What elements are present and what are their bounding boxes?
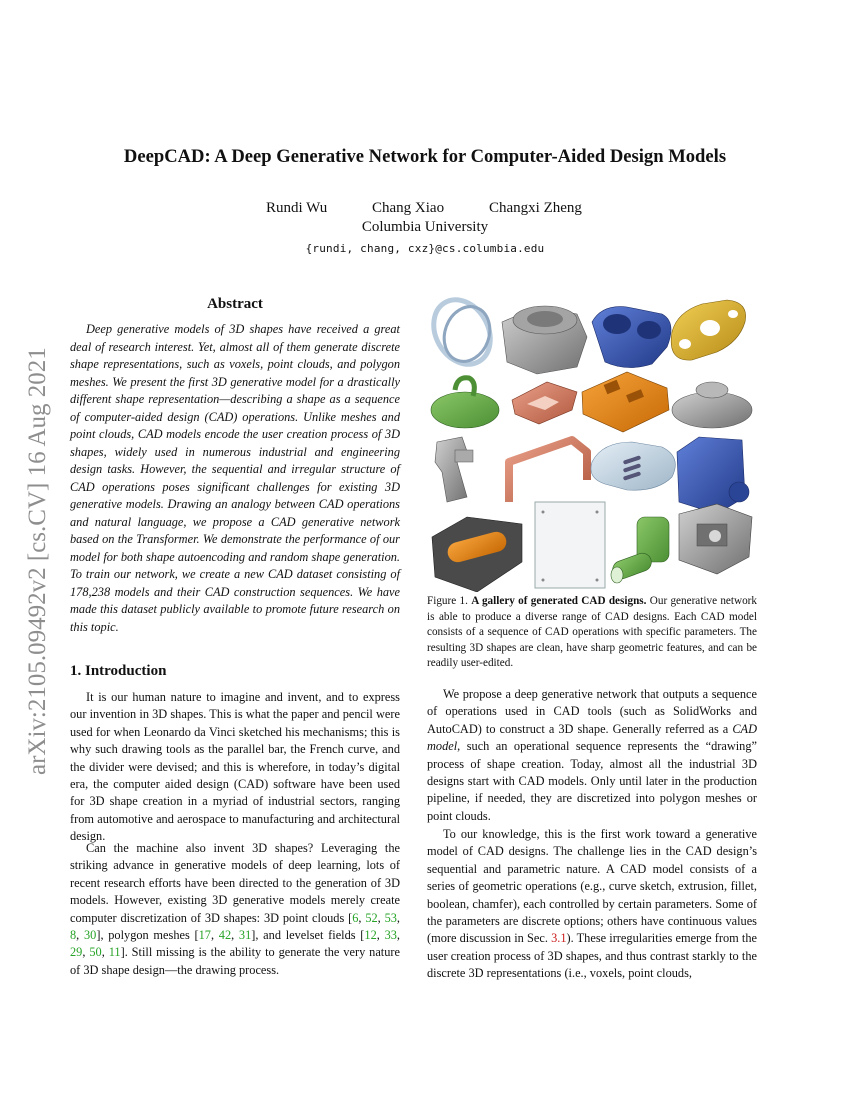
author-emails: {rundi, chang, cxz}@cs.columbia.edu bbox=[305, 242, 545, 255]
figure-caption: Figure 1. A gallery of generated CAD designs. Our generative network is able to produce a diverse range of CAD designs. Each CAD model consists of a sequence of CAD operations with specific parameters. The resulting 3D shapes are clean, have sharp geometric features, and can be readily user-edited. bbox=[427, 595, 757, 670]
cad-model-green-pipe bbox=[610, 517, 669, 583]
cad-model-blue-tubes bbox=[592, 307, 671, 368]
citation[interactable]: 29 bbox=[70, 945, 83, 960]
citation[interactable]: 50 bbox=[89, 945, 102, 960]
citation[interactable]: 11 bbox=[108, 945, 121, 960]
section-heading-introduction: 1. Introduction bbox=[70, 663, 167, 679]
citation[interactable]: 8 bbox=[70, 928, 77, 943]
paper-title: DeepCAD: A Deep Generative Network for Computer-Aided Design Models bbox=[123, 146, 727, 167]
citation[interactable]: 53 bbox=[384, 910, 397, 925]
abstract-heading: Abstract bbox=[207, 296, 263, 312]
intro-paragraph-2: Can the machine also invent 3D shapes? Leveraging the striking advance in generative models of deep learning, lots of recent research efforts have been directed to the generation of 3D models. However, existing 3D generative models merely create computer discretization of 3D shapes: 3D point clouds [6, 52, 53, 8, 30], polygon meshes [17, 42, 31], and levelset fields [12, 33, 29, 50, 11]. Still missing is the ability to generate the very nature of 3D shape design—the drawing process. bbox=[70, 841, 401, 977]
cad-model-green-disc bbox=[431, 378, 499, 428]
section-reference[interactable]: 3.1 bbox=[551, 931, 567, 946]
citation[interactable]: 42 bbox=[218, 928, 232, 943]
cad-model-copper-handle bbox=[509, 440, 587, 502]
figure-cad-gallery bbox=[427, 292, 757, 592]
abstract-body: Deep generative models of 3D shapes have received a great deal of research interest. Yet, almost all of them generate discrete shape representations, such as voxels, point clouds, and polygon meshes. We present the first 3D generative model for a drastically different shape representation—describing a shape as a sequence of computer-aided design (CAD) operations. Unlike meshes and point clouds, CAD models encode the user creation process of 3D shapes, widely used in numerous industrial and engineering design tasks. However, the sequential and irregular structure of CAD operations poses significant challenges for existing 3D generative models. Drawing an analogy between CAD operations and natural language, we propose a CAD generative network based on the Transformer. We demonstrate the performance of our model for both shape autoencoding and random shape generation. To train our network, we create a new CAD dataset consisting of 178,238 models and their CAD construction sequences. We have made this dataset publicly available to promote future research on this topic. bbox=[70, 322, 400, 634]
cad-model-gold-plate bbox=[671, 300, 745, 360]
intro-paragraph-1: It is our human nature to imagine and invent, and to express our invention in 3D shapes. This is what the paper and pencil were used for when Leonardo da Vinci sketched his mechanisms; this is why such drawing tools as the parallel bar, the French curve, and the divider were devised; and this is wherefore, in today’s digital era, the computer aided design (CAD) software have been used for 3D shape creation in a myriad of industrial sectors, ranging from automotive and aerospace to manufacturing and architectural design. bbox=[70, 690, 400, 844]
citation[interactable]: 17 bbox=[198, 928, 211, 943]
cad-model-copper-bracket bbox=[512, 382, 577, 424]
cad-model-orange-block bbox=[582, 372, 669, 432]
cad-model-blue-box bbox=[677, 437, 749, 514]
citation[interactable]: 31 bbox=[238, 928, 252, 943]
citation[interactable]: 33 bbox=[384, 928, 397, 943]
author-3: Changxi Zheng bbox=[489, 200, 582, 216]
intro-paragraph-3: We propose a deep generative network that outputs a sequence of operations used in CAD tools (such as SolidWorks and AutoCAD) to construct a 3D shape. Generally referred as a CAD model, such an operational sequence represents the “drawing” process of shape creation. Today, almost all the industrial 3D designs start with CAD models. Only until later in the production pipeline, if needed, they are discretized into polygon meshes or point clouds. bbox=[427, 687, 757, 823]
author-1: Rundi Wu bbox=[266, 200, 328, 216]
arxiv-stamp: arXiv:2105.09492v2 [cs.CV] 16 Aug 2021 bbox=[24, 347, 51, 775]
cad-model-grey-housing bbox=[679, 504, 752, 574]
citation[interactable]: 6 bbox=[352, 910, 359, 925]
cad-model-grey-bracket bbox=[435, 437, 473, 502]
citation[interactable]: 12 bbox=[364, 928, 377, 943]
intro-paragraph-4: To our knowledge, this is the first work toward a generative model of CAD designs. The challenge lies in the CAD design’s sequential and parametric nature. A CAD model consists of a series of geometric operations (e.g., curve sketch, extrusion, fillet, boolean, chamfer), each controlled by certain parameters. Some of the parameters are discrete options; others have continuous values (more discussion in Sec. 3.1). These irregularities emerge from the user creation process of 3D shapes, and thus contrast starkly to the discrete 3D representations (i.e., voxels, point clouds, bbox=[427, 827, 757, 981]
cad-model-dark-block-cylinder bbox=[432, 517, 522, 592]
citation[interactable]: 30 bbox=[83, 928, 97, 943]
cad-model-rings bbox=[427, 292, 502, 374]
cad-model-light-plate bbox=[591, 442, 675, 490]
cad-model-hex-nut bbox=[502, 306, 587, 374]
affiliation: Columbia University bbox=[361, 219, 489, 235]
cad-model-grey-dome bbox=[672, 382, 752, 428]
citation[interactable]: 52 bbox=[365, 910, 378, 925]
author-2: Chang Xiao bbox=[372, 200, 445, 216]
cad-model-glass-panel bbox=[535, 502, 605, 588]
